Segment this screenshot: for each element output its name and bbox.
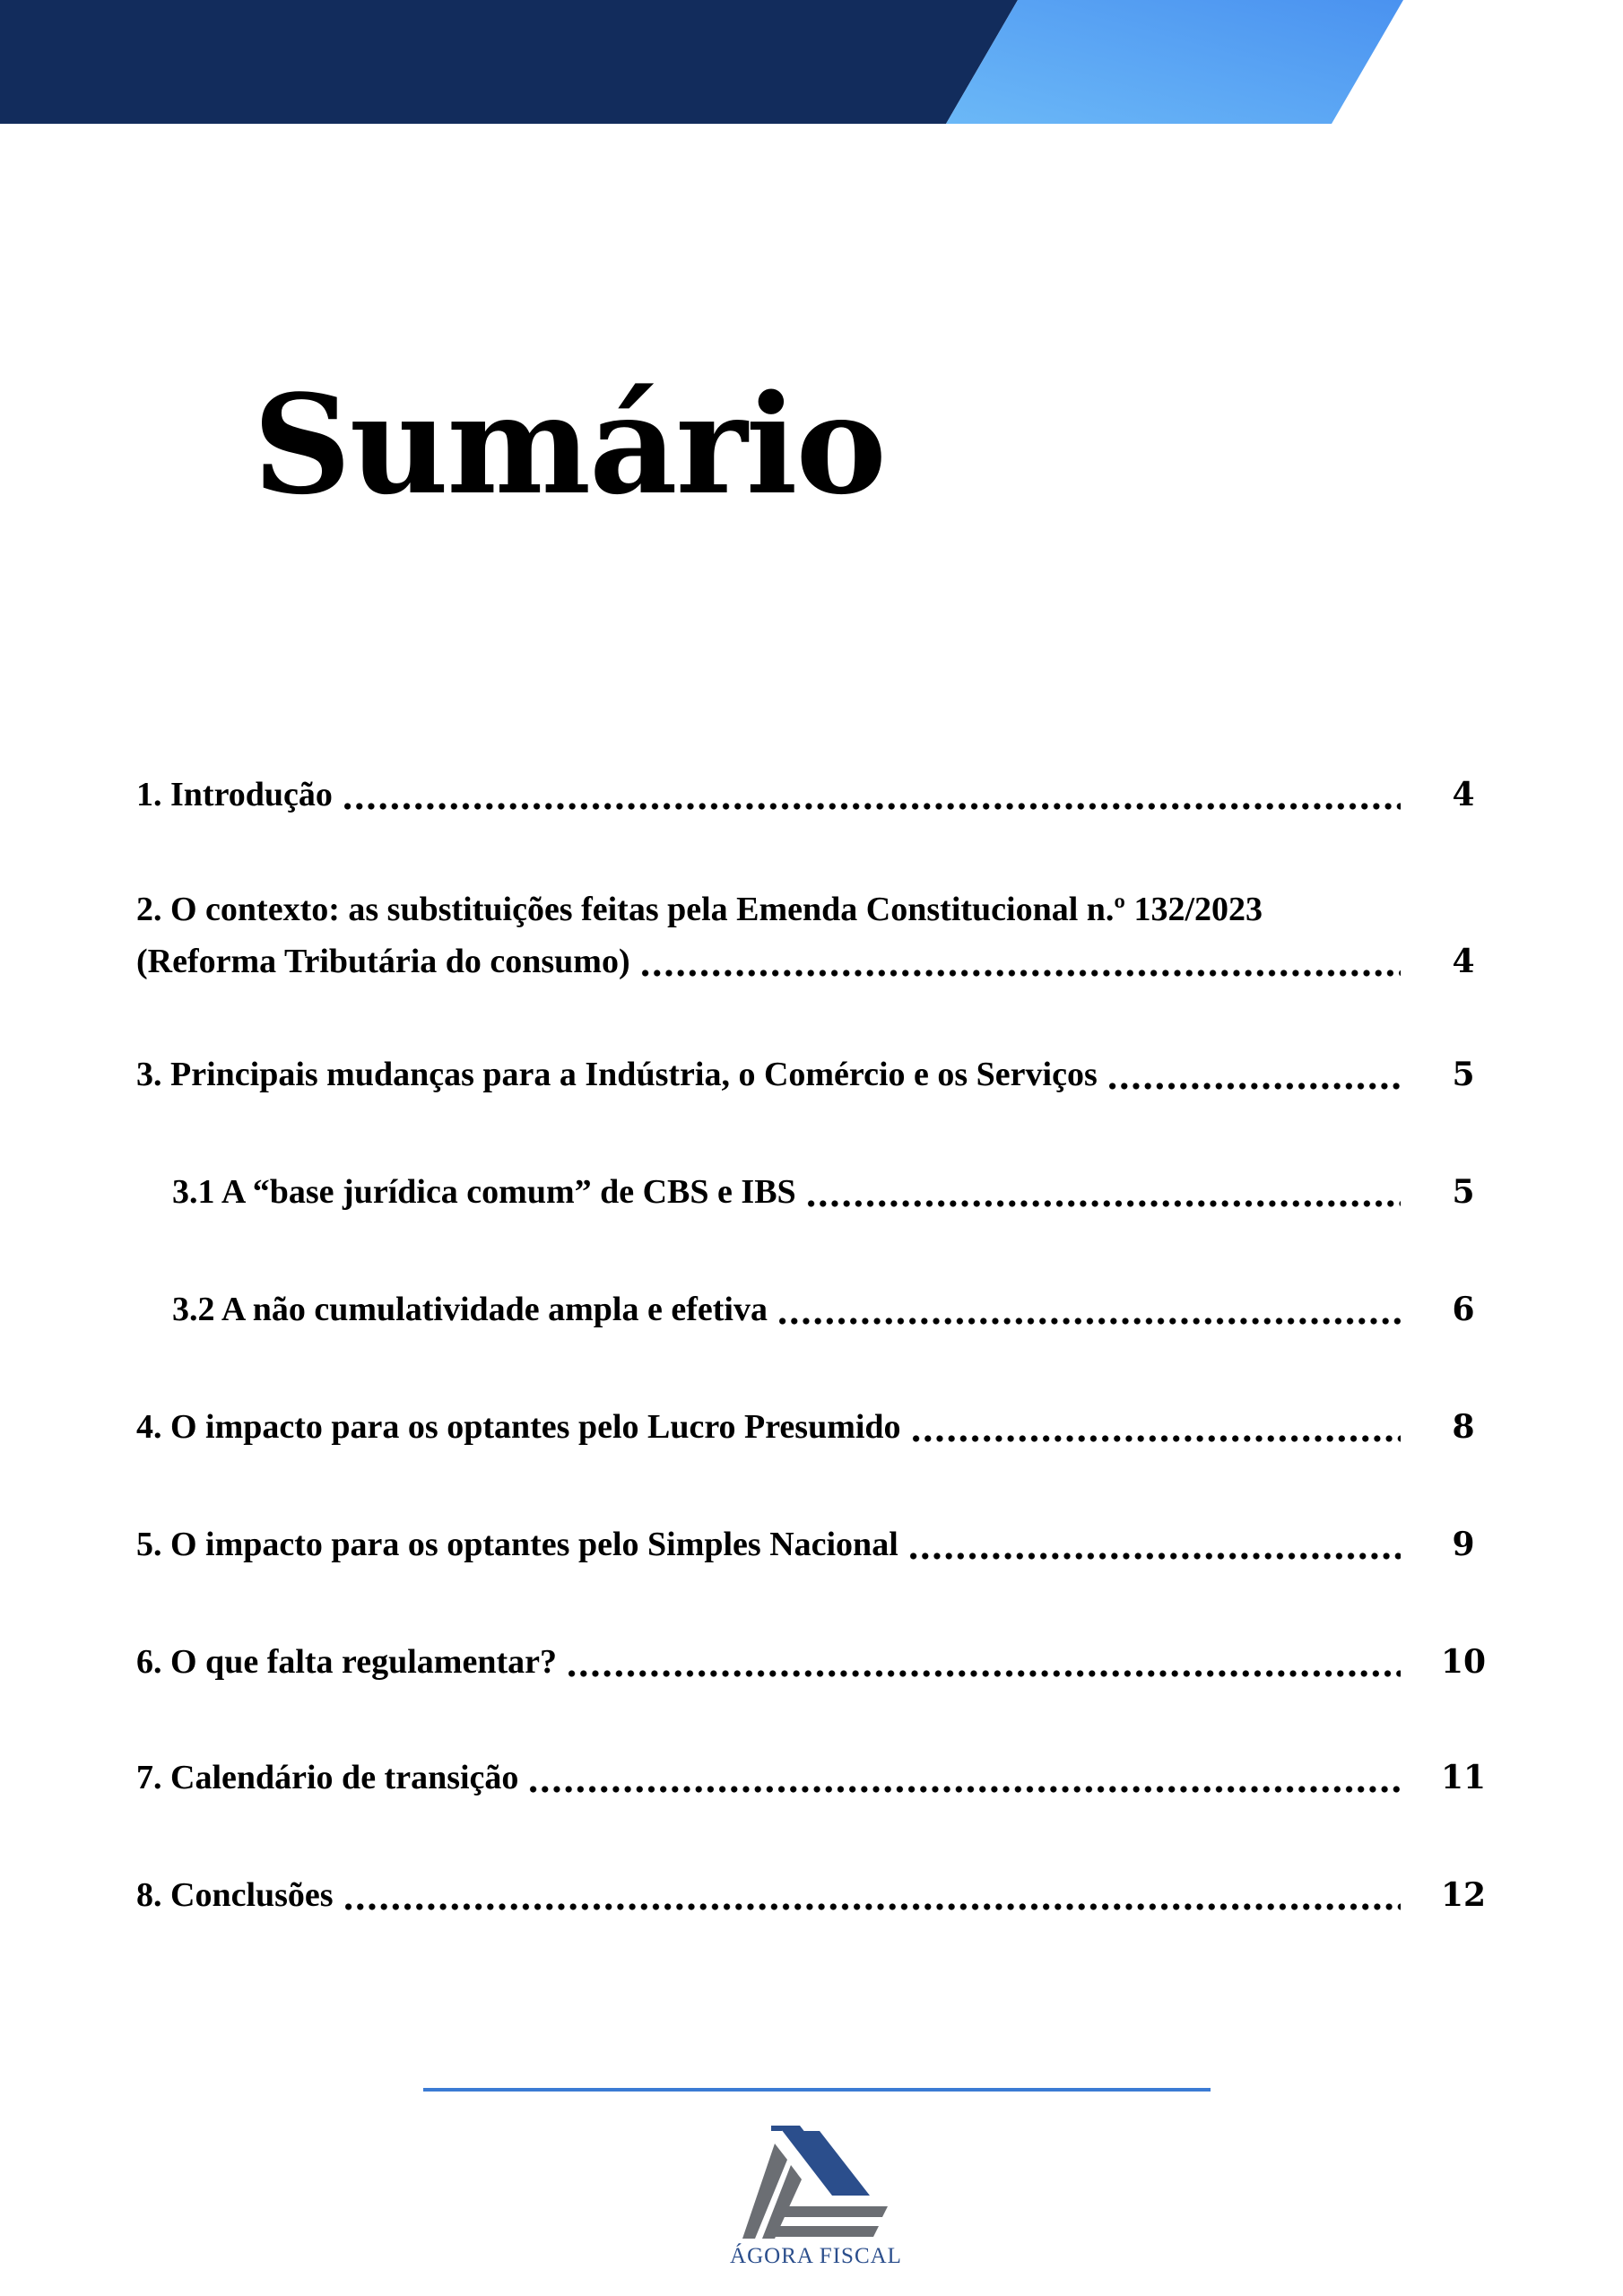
toc-page-number: 8 bbox=[1452, 1408, 1475, 1446]
toc-entry-label: 6. O que falta regulamentar? bbox=[136, 1643, 557, 1681]
toc-entry-label-continued: (Reforma Tributária do consumo) bbox=[136, 943, 630, 980]
toc-dot-leader bbox=[777, 1312, 1401, 1330]
agora-fiscal-logo-icon bbox=[735, 2126, 897, 2246]
toc-dot-leader bbox=[805, 1195, 1401, 1213]
toc-entry-label: 3. Principais mudanças para a Indústria, o Comércio e os Serviços bbox=[136, 1056, 1098, 1093]
toc-dot-leader bbox=[907, 1547, 1401, 1565]
toc-entry-introducao[interactable] bbox=[136, 769, 1517, 821]
toc-entry-label: 3.2 A não cumulatividade ampla e efetiva bbox=[172, 1291, 768, 1328]
toc-page-number: 5 bbox=[1452, 1173, 1475, 1211]
toc-entry-label: 4. O impacto para os optantes pelo Lucro Presumido bbox=[136, 1408, 901, 1446]
table-of-contents bbox=[136, 0, 1517, 2296]
toc-entry-label: 8. Conclusões bbox=[136, 1876, 334, 1914]
toc-page-number: 11 bbox=[1440, 1759, 1487, 1796]
toc-entry-principais-mudancas[interactable] bbox=[136, 1048, 1517, 1100]
toc-entry-contexto[interactable] bbox=[136, 883, 1517, 987]
toc-page-number: 4 bbox=[1452, 943, 1475, 980]
toc-entry-label: 2. O contexto: as substituições feitas pela Emenda Constitucional n.º 132/2023 bbox=[136, 891, 1263, 928]
toc-dot-leader bbox=[639, 964, 1401, 982]
toc-dot-leader bbox=[910, 1430, 1401, 1448]
logo-wordmark: ÁGORA FISCAL bbox=[730, 2244, 902, 2268]
toc-page-number: 5 bbox=[1452, 1056, 1475, 1093]
toc-entry-nao-cumulatividade[interactable] bbox=[136, 1283, 1517, 1335]
toc-entry-lucro-presumido[interactable] bbox=[136, 1401, 1517, 1453]
toc-dot-leader bbox=[527, 1780, 1401, 1798]
toc-entry-conclusoes[interactable] bbox=[136, 1869, 1517, 1921]
toc-dot-leader bbox=[1107, 1077, 1401, 1095]
toc-entry-base-juridica[interactable] bbox=[136, 1166, 1517, 1218]
toc-entry-label: 1. Introdução bbox=[136, 776, 333, 813]
toc-dot-leader bbox=[566, 1665, 1401, 1683]
toc-dot-leader bbox=[343, 1898, 1401, 1916]
toc-page-number: 4 bbox=[1452, 776, 1475, 813]
toc-entry-label: 5. O impacto para os optantes pelo Simples Nacional bbox=[136, 1526, 898, 1563]
toc-page-number: 9 bbox=[1452, 1526, 1475, 1563]
page-title: Sumário bbox=[253, 364, 885, 525]
toc-entry-label: 3.1 A “base jurídica comum” de CBS e IBS bbox=[172, 1173, 796, 1211]
toc-page-number: 12 bbox=[1440, 1876, 1487, 1914]
toc-page-number: 6 bbox=[1452, 1291, 1475, 1328]
logo-graphic bbox=[735, 2126, 897, 2246]
toc-entry-falta-regulamentar[interactable] bbox=[136, 1636, 1517, 1688]
toc-entry-calendario[interactable] bbox=[136, 1752, 1517, 1804]
toc-entry-simples-nacional[interactable] bbox=[136, 1518, 1517, 1570]
footer-divider bbox=[423, 2088, 1211, 2092]
toc-page-number: 10 bbox=[1440, 1643, 1487, 1681]
toc-dot-leader bbox=[342, 797, 1401, 815]
toc-entry-label: 7. Calendário de transição bbox=[136, 1759, 519, 1796]
